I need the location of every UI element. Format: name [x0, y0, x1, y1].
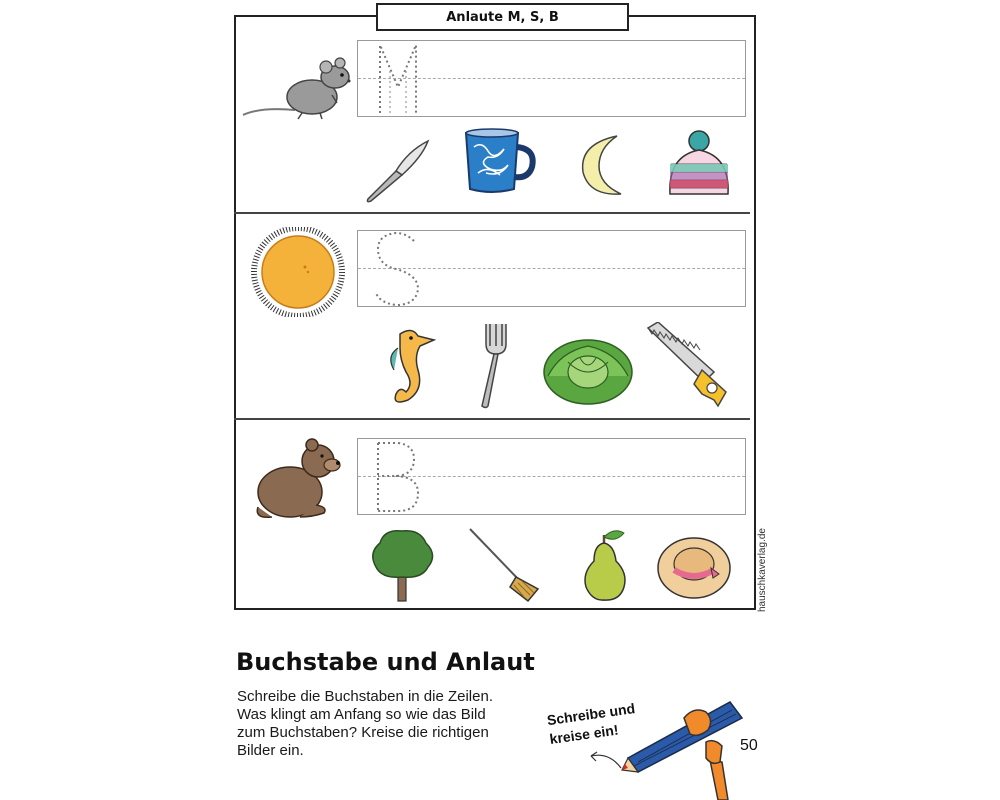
lettuce-icon [540, 332, 636, 406]
knife-icon [362, 137, 432, 205]
sun-hat-icon [655, 530, 733, 600]
broom-icon [466, 525, 544, 605]
traceable-letter-m [358, 41, 448, 118]
publisher-credit: hauschkaverlag.de [757, 528, 768, 612]
saw-icon [644, 322, 736, 410]
instruction-line: zum Buchstaben? Kreise die richtigen [237, 724, 489, 741]
letter-line-m[interactable] [357, 40, 746, 117]
page-number: 50 [740, 737, 758, 754]
moon-icon [575, 132, 625, 200]
sun-icon [250, 227, 346, 317]
pear-icon [580, 527, 630, 603]
seahorse-icon [378, 326, 438, 410]
instruction-line: Was klingt am Anfang so wie das Bild [237, 706, 486, 723]
row-divider [234, 212, 750, 214]
traceable-letter-s [358, 231, 448, 308]
tree-icon [366, 527, 438, 603]
tip-line: kreise ein! [548, 721, 620, 748]
pencil-hand-icon [618, 690, 748, 800]
fork-icon [476, 320, 512, 410]
instructions [237, 688, 527, 760]
instruction-line: Schreibe die Buchstaben in die Zeilen. [237, 688, 493, 705]
mouse-icon [240, 55, 360, 125]
traceable-letter-b [358, 439, 448, 516]
bear-icon [250, 437, 345, 522]
tip-line: Schreibe und [545, 700, 636, 729]
row-divider [234, 418, 750, 420]
wool-hat-icon [664, 130, 734, 198]
page-heading: Buchstabe und Anlaut [236, 648, 535, 676]
mug-icon [460, 127, 540, 195]
letter-line-b[interactable] [357, 438, 746, 515]
instruction-line: Bilder ein. [237, 742, 304, 759]
worksheet-title: Anlaute M, S, B [376, 3, 629, 31]
letter-line-s[interactable] [357, 230, 746, 307]
